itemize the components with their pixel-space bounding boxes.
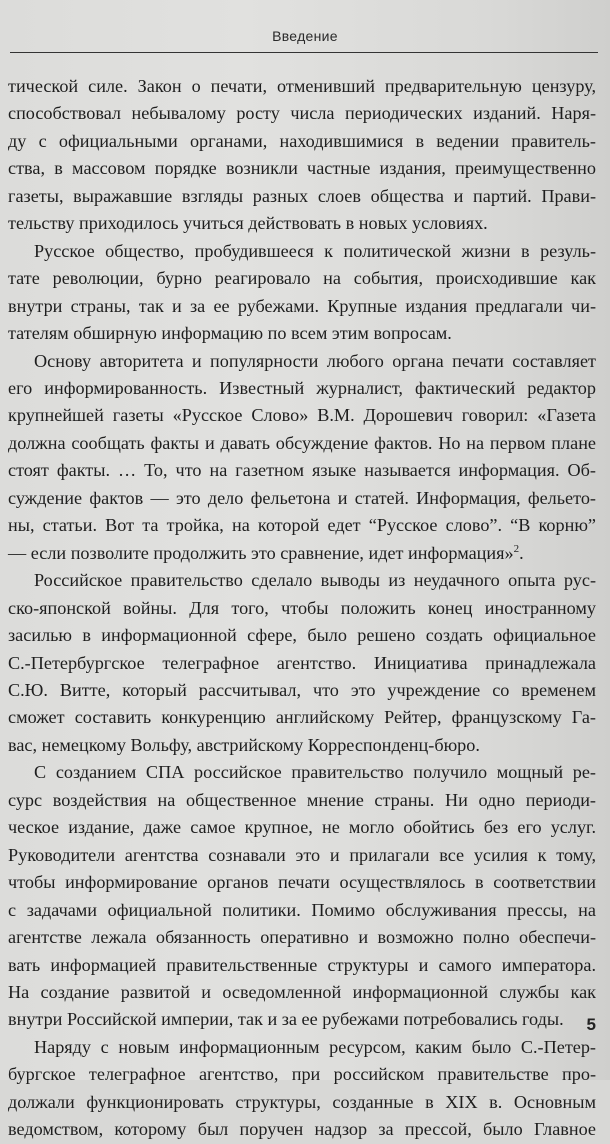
text-line: Русское общество, пробудившееся к политической жизни в резуль- bbox=[34, 240, 596, 261]
text-line: должали функционировать структуры, созданные в XIX в. Основным bbox=[8, 1091, 596, 1112]
paragraph-first-line bbox=[8, 567, 596, 594]
text-line: Российское правительство сделало выводы из неудачного опыта рус- bbox=[34, 570, 596, 591]
text-line: ду с официальными органами, находившимися в ведении правитель- bbox=[8, 130, 596, 151]
text-line: С.-Петербургское телеграфное агентство. Инициатива принадлежала bbox=[8, 652, 596, 673]
text-line: если позволите продолжить это сравнение, идет информация» bbox=[30, 542, 514, 563]
text-line: Наряду с новым информационным ресурсом, каким было С.-Петер- bbox=[34, 1036, 596, 1057]
page-number: 5 bbox=[586, 1015, 596, 1034]
text-line: ско-японской войны. Для того, чтобы положить конец иностранному bbox=[8, 597, 596, 618]
text-line: С созданием СПА российское правительство получило мощный ре- bbox=[34, 762, 596, 783]
text-line: вас, немецкому Вольфу, австрийскому Корреспонденц-бюро. bbox=[8, 734, 480, 755]
paragraph-first-line bbox=[8, 1034, 596, 1061]
text-line: его информированность. Известный журналист, фактический редактор bbox=[8, 377, 596, 398]
text-line: С.Ю. Витте, который рассчитывал, что это учреждение со временем bbox=[8, 679, 596, 700]
text-line: Руководители агентства сознавали это и прилагали все усилия к тому, bbox=[8, 844, 596, 865]
paragraph-first-line bbox=[8, 348, 596, 375]
text-line: ны, статьи. Вот та тройка, на которой едет “Русское слово”. “В корню” bbox=[8, 515, 596, 536]
text-line: бургское телеграфное агентство, при российском правительстве про- bbox=[8, 1064, 596, 1085]
text-line: тельству приходилось учиться действовать в новых условиях. bbox=[8, 213, 488, 234]
text-line: вать информацией правительственные структуры и самого императора. bbox=[8, 954, 596, 975]
text-line: Основу авторитета и популярности любого органа печати составляет bbox=[34, 350, 596, 371]
text-line: внутри Российской империи, так и за ее рубежами потребовались годы. bbox=[8, 1009, 564, 1030]
text-line: способствовал небывалому росту числа периодических изданий. Наря- bbox=[8, 103, 596, 124]
text-line: засилью в информационной сфере, было решено создать официальное bbox=[8, 625, 596, 646]
running-header: Введение bbox=[272, 28, 338, 44]
text-line: агентстве лежала обязанность оперативно и возможно полно обеспечи- bbox=[8, 927, 596, 948]
text-line: тической силе. Закон о печати, отменивший предварительную цензуру, bbox=[8, 76, 596, 96]
text-line: внутри страны, так и за ее рубежами. Крупные издания предлагали чи- bbox=[8, 295, 596, 316]
text-line: сурс воздействия на общественное мнение страны. Ни одно периоди- bbox=[8, 789, 596, 810]
text-line: ческое издание, даже самое крупное, не могло обойтись без его услуг. bbox=[8, 817, 596, 838]
text-line: крупнейшей газеты «Русское Слово» В.М. Дорошевич говорил: «Газета bbox=[8, 405, 596, 426]
text-line: стоят факты. … То, что на газетном языке называется информация. Об- bbox=[8, 460, 596, 481]
text-line: На создание развитой и осведомленной информационной службы как bbox=[8, 981, 596, 1002]
text-line: ства, в массовом порядке возникли частные издания, преимущественно bbox=[8, 158, 596, 179]
text-line: газеты, выражавшие взгляды разных слоев общества и партий. Прави- bbox=[8, 185, 596, 206]
text-line: должна сообщать факты и давать обсуждение фактов. Но на первом плане bbox=[8, 432, 596, 453]
text-line: тателям обширную информацию по всем этим вопросам. bbox=[8, 323, 452, 344]
header-rule bbox=[10, 52, 598, 53]
paragraph-first-line bbox=[8, 238, 596, 265]
text-line: ведомством, которому был поручен надзор за прессой, было Главное bbox=[8, 1119, 596, 1140]
paragraph-first-line bbox=[8, 759, 596, 786]
text-line: суждение фактов — это дело фельетона и статей. Информация, фельето- bbox=[8, 487, 596, 508]
text-line: с задачами официальной политики. Помимо обслуживания прессы, на bbox=[8, 899, 596, 920]
text-line: чтобы информирование органов печати осуществлялось в соответствии bbox=[8, 872, 596, 893]
footnote-marker[interactable]: 2 bbox=[513, 542, 520, 555]
paragraph-last-line: — если позволите продолжить это сравнение, идет информация»$^2$. bbox=[8, 542, 524, 563]
text-line: сможет составить конкуренцию английскому Рейтер, французскому Га- bbox=[8, 707, 596, 728]
text-line: тате революции, бурно реагировало на события, происходившие как bbox=[8, 268, 596, 289]
body-text bbox=[8, 73, 596, 1144]
